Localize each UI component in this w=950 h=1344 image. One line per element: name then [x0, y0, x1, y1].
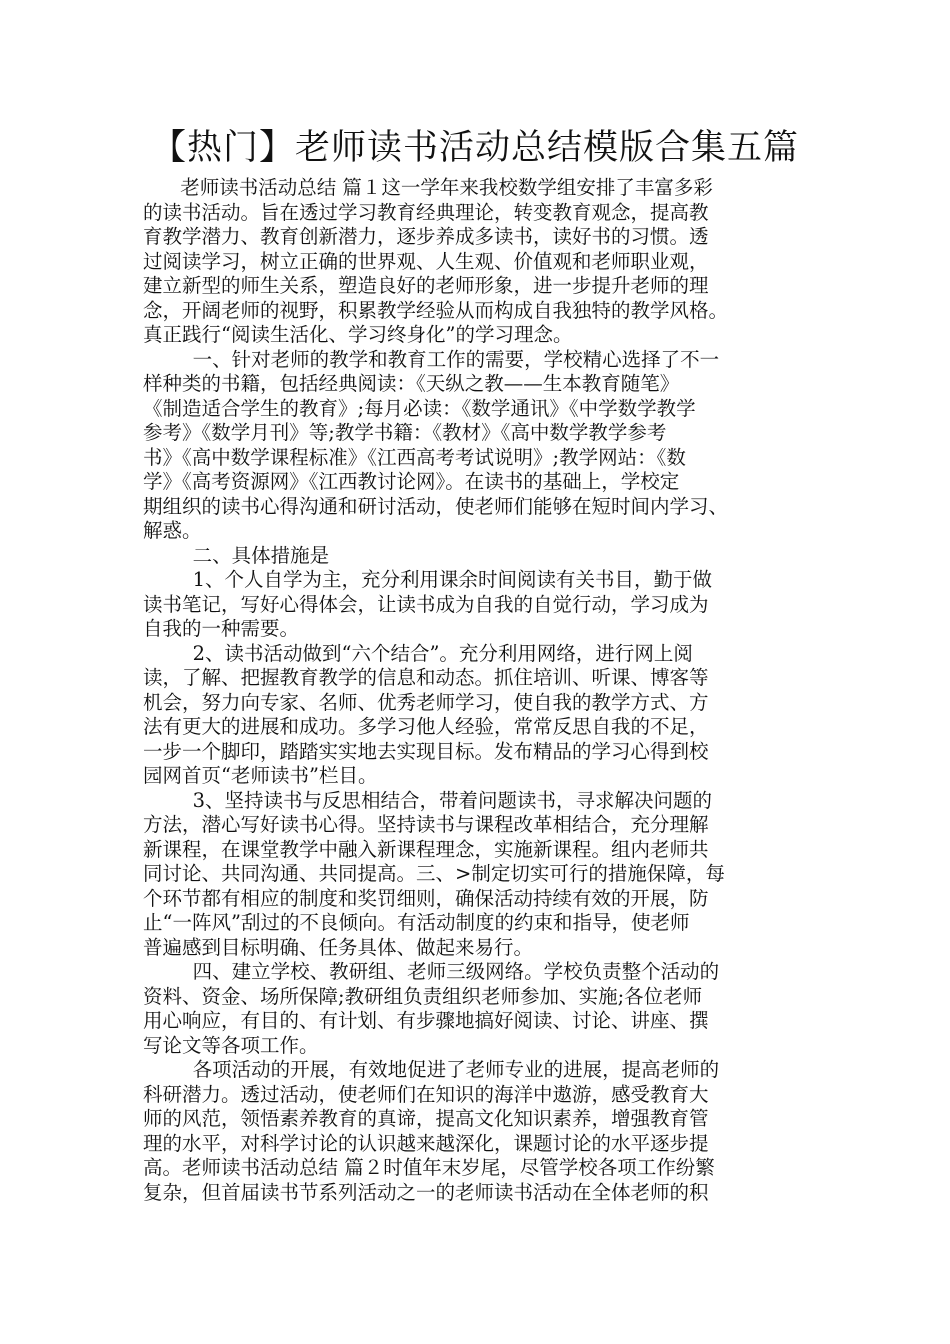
body-line: 科研潜力。透过活动，使老师们在知识的海洋中遨游，感受教育大	[143, 1082, 709, 1106]
body-line: 的读书活动。旨在透过学习教育经典理论，转变教育观念，提高教	[143, 200, 709, 224]
body-line: 过阅读学习，树立正确的世界观、人生观、价值观和老师职业观，	[143, 249, 709, 273]
body-line: 参考》《数学月刊》等;教学书籍：《教材》《高中数学教学参考	[143, 421, 667, 444]
body-line: 念，开阔老师的视野，积累教学经验从而构成自我独特的教学风格。	[143, 298, 729, 322]
body-line: 建立新型的师生关系，塑造良好的老师形象，进一步提升老师的理	[143, 274, 709, 297]
body-line: 个环节都有相应的制度和奖罚细则，确保活动持续有效的开展，防	[143, 886, 709, 910]
body-line: 3、坚持读书与反思相结合，带着问题读书，寻求解决问题的	[143, 788, 712, 812]
body-line: 读书笔记，写好心得体会，让读书成为自我的自觉行动，学习成为	[143, 592, 709, 616]
body-line: 用心响应，有目的、有计划、有步骤地搞好阅读、讨论、讲座、撰	[143, 1009, 709, 1032]
body-line: 机会，努力向专家、名师、优秀老师学习，使自我的教学方式、方	[143, 690, 709, 714]
document-title: 【热门】老师读书活动总结模版合集五篇	[150, 128, 799, 168]
body-line: 园网首页“老师读书”栏目。	[143, 764, 378, 787]
body-line: 学》《高考资源网》《江西教讨论网》。在读书的基础上，学校定	[143, 470, 680, 493]
body-line: 老师读书活动总结 篇１这一学年来我校数学组安排了丰富多彩	[143, 176, 713, 199]
body-line: 普遍感到目标明确、任务具体、做起来易行。	[143, 935, 534, 959]
body-line: 《制造适合学生的教育》;每月必读：《数学通讯》《中学数学教学	[143, 396, 696, 420]
body-line: 解惑。	[143, 519, 202, 542]
body-line: 2、读书活动做到“六个结合”。充分利用网络，进行网上阅	[143, 641, 693, 665]
body-line: 育教学潜力、教育创新潜力，逐步养成多读书，读好书的习惯。透	[143, 225, 709, 248]
body-line: 样种类的书籍，包括经典阅读：《天纵之教——生本教育随笔》	[143, 372, 680, 395]
body-line: 读，了解、把握教育教学的信息和动态。抓住培训、听课、博客等	[143, 666, 709, 689]
document-body	[143, 176, 833, 1205]
body-line: 复杂，但首届读书节系列活动之一的老师读书活动在全体老师的积	[143, 1180, 709, 1204]
body-line: 法有更大的进展和成功。多学习他人经验，常常反思自我的不足，	[143, 715, 709, 738]
body-line: 方法，潜心写好读书心得。坚持读书与课程改革相结合，充分理解	[143, 813, 709, 836]
body-line: 一步一个脚印，踏踏实实地去实现目标。发布精品的学习心得到校	[143, 739, 709, 763]
body-line: 各项活动的开展，有效地促进了老师专业的进展，提高老师的	[143, 1058, 720, 1081]
body-line: 理的水平，对科学讨论的认识越来越深化，课题讨论的水平逐步提	[143, 1131, 709, 1155]
body-line: 书》《高中数学课程标准》《江西高考考试说明》;教学网站：《数	[143, 445, 686, 469]
body-line: 同讨论、共同沟通、共同提高。三、>制定切实可行的措施保障，每	[143, 862, 725, 885]
body-line: 止“一阵风”刮过的不良倾向。有活动制度的约束和指导，使老师	[143, 911, 690, 934]
body-line: 师的风范，领悟素养教育的真谛，提高文化知识素养，增强教育管	[143, 1107, 709, 1130]
body-line: 资料、资金、场所保障;教研组负责组织老师参加、实施;各位老师	[143, 984, 703, 1008]
body-line: 一、针对老师的教学和教育工作的需要，学校精心选择了不一	[143, 347, 720, 371]
body-line: 自我的一种需要。	[143, 617, 300, 640]
body-line: 四、建立学校、教研组、老师三级网络。学校负责整个活动的	[143, 960, 720, 983]
body-line: 写论文等各项工作。	[143, 1033, 319, 1057]
body-line: 1、个人自学为主，充分利用课余时间阅读有关书目，勤于做	[143, 568, 712, 591]
body-line: 期组织的读书心得沟通和研讨活动，使老师们能够在短时间内学习、	[143, 494, 729, 518]
body-line: 二、具体措施是	[143, 543, 330, 567]
body-line: 新课程，在课堂教学中融入新课程理念，实施新课程。组内老师共	[143, 837, 709, 861]
body-line: 高。老师读书活动总结 篇２时值年末岁尾，尽管学校各项工作纷繁	[143, 1156, 715, 1179]
body-line: 真正践行“阅读生活化、学习终身化”的学习理念。	[143, 323, 573, 346]
